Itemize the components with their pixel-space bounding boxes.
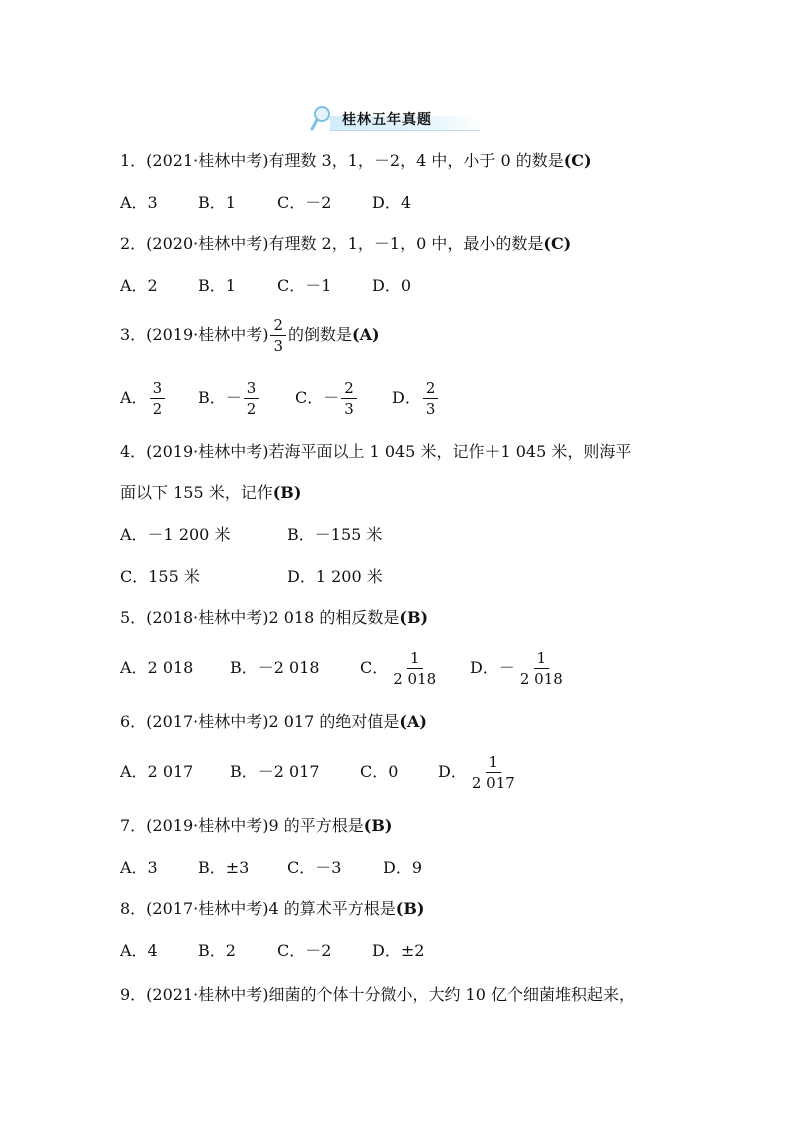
q2-option-b: B．1 <box>198 276 236 295</box>
q4-option-b: B．－155 米 <box>287 525 383 544</box>
q3-option-d-fraction: $\frac{2}{3}$ <box>423 379 439 418</box>
q5-option-c: C． $\frac{1}{2 018}$ <box>360 646 441 690</box>
q7-option-c: C．－3 <box>287 858 342 877</box>
question-3-stem-prefix: 3．(2019·桂林中考) <box>120 325 269 344</box>
q2-option-c: C．－1 <box>277 276 332 295</box>
question-7-stem: 7．(2019·桂林中考)9 的平方根是 <box>120 816 364 835</box>
question-2 <box>120 233 571 255</box>
question-3-stem-suffix: 的倒数是 <box>288 325 353 344</box>
q7-option-d: D．9 <box>383 858 423 877</box>
section-header <box>308 104 482 132</box>
q1-option-a: A．3 <box>120 193 158 212</box>
q7-option-b: B．±3 <box>198 858 250 877</box>
q3-option-d: D． $\frac{2}{3}$ <box>392 376 440 420</box>
question-5-stem: 5．(2018·桂林中考)2 018 的相反数是 <box>120 608 400 627</box>
question-4-stem: 面以下 155 米，记作 <box>120 483 273 502</box>
q2-option-d: D．0 <box>372 276 412 295</box>
question-3-fraction: $\frac{2}{3}$ <box>270 316 286 355</box>
q3-option-c-fraction: $\frac{2}{3}$ <box>341 379 357 418</box>
question-5 <box>120 607 428 629</box>
question-7-answer: (B) <box>363 816 393 835</box>
question-4-answer: (B) <box>272 483 302 502</box>
question-8 <box>120 898 424 920</box>
q7-option-a: A．3 <box>120 858 158 877</box>
q5-option-a: A．2 018 <box>120 658 194 677</box>
question-7 <box>120 815 392 837</box>
q6-option-c: C．0 <box>360 762 399 781</box>
question-6-answer: (A) <box>399 712 427 731</box>
question-4-line-2 <box>120 482 301 504</box>
question-1-stem: 1．(2021·桂林中考)有理数 3，1，－2，4 中，小于 0 的数是 <box>120 151 564 170</box>
q3-option-b: B．－ $\frac{3}{2}$ <box>198 376 261 420</box>
q8-option-c: C．－2 <box>277 941 332 960</box>
q8-option-b: B．2 <box>198 941 236 960</box>
q3-option-a-fraction: $\frac{3}{2}$ <box>150 379 166 418</box>
q3-option-c: C．－ $\frac{2}{3}$ <box>295 376 359 420</box>
question-3-answer: (A) <box>352 325 380 344</box>
question-8-stem: 8．(2017·桂林中考)4 的算术平方根是 <box>120 899 396 918</box>
q8-option-d: D．±2 <box>372 941 425 960</box>
question-1-answer: (C) <box>563 151 592 170</box>
question-3 <box>120 315 380 355</box>
q1-option-b: B．1 <box>198 193 236 212</box>
question-2-answer: (C) <box>543 234 572 253</box>
q1-option-c: C．－2 <box>277 193 332 212</box>
question-8-answer: (B) <box>395 899 425 918</box>
q8-option-a: A．4 <box>120 941 158 960</box>
question-9: 9．(2021·桂林中考)细菌的个体十分微小，大约 10 亿个细菌堆积起来， <box>120 985 636 1004</box>
q6-option-b: B．－2 017 <box>230 762 320 781</box>
question-6 <box>120 711 427 733</box>
question-5-answer: (B) <box>399 608 429 627</box>
q4-option-a: A．－1 200 米 <box>120 525 231 544</box>
question-6-stem: 6．(2017·桂林中考)2 017 的绝对值是 <box>120 712 400 731</box>
q4-option-c: C．155 米 <box>120 567 200 586</box>
question-2-stem: 2．(2020·桂林中考)有理数 2，1，－1，0 中，最小的数是 <box>120 234 544 253</box>
q6-option-d: D． $\frac{1}{2 017}$ <box>438 750 520 794</box>
q6-option-d-fraction: $\frac{1}{2 017}$ <box>471 753 515 792</box>
q5-option-c-fraction: $\frac{1}{2 018}$ <box>393 649 437 688</box>
section-title: 桂林五年真题 <box>342 112 432 128</box>
q5-option-d: D．－ $\frac{1}{2 018}$ <box>470 646 568 690</box>
question-4-line-1: 4．(2019·桂林中考)若海平面以上 1 045 米，记作＋1 045 米，则海平 <box>120 442 632 461</box>
q2-option-a: A．2 <box>120 276 158 295</box>
question-1 <box>120 150 592 172</box>
q3-option-a: A． $\frac{3}{2}$ <box>120 376 167 420</box>
q3-option-b-fraction: $\frac{3}{2}$ <box>244 379 260 418</box>
q4-option-d: D．1 200 米 <box>287 567 383 586</box>
q1-option-d: D．4 <box>372 193 412 212</box>
q5-option-b: B．－2 018 <box>230 658 320 677</box>
q6-option-a: A．2 017 <box>120 762 194 781</box>
q5-option-d-fraction: $\frac{1}{2 018}$ <box>519 649 563 688</box>
